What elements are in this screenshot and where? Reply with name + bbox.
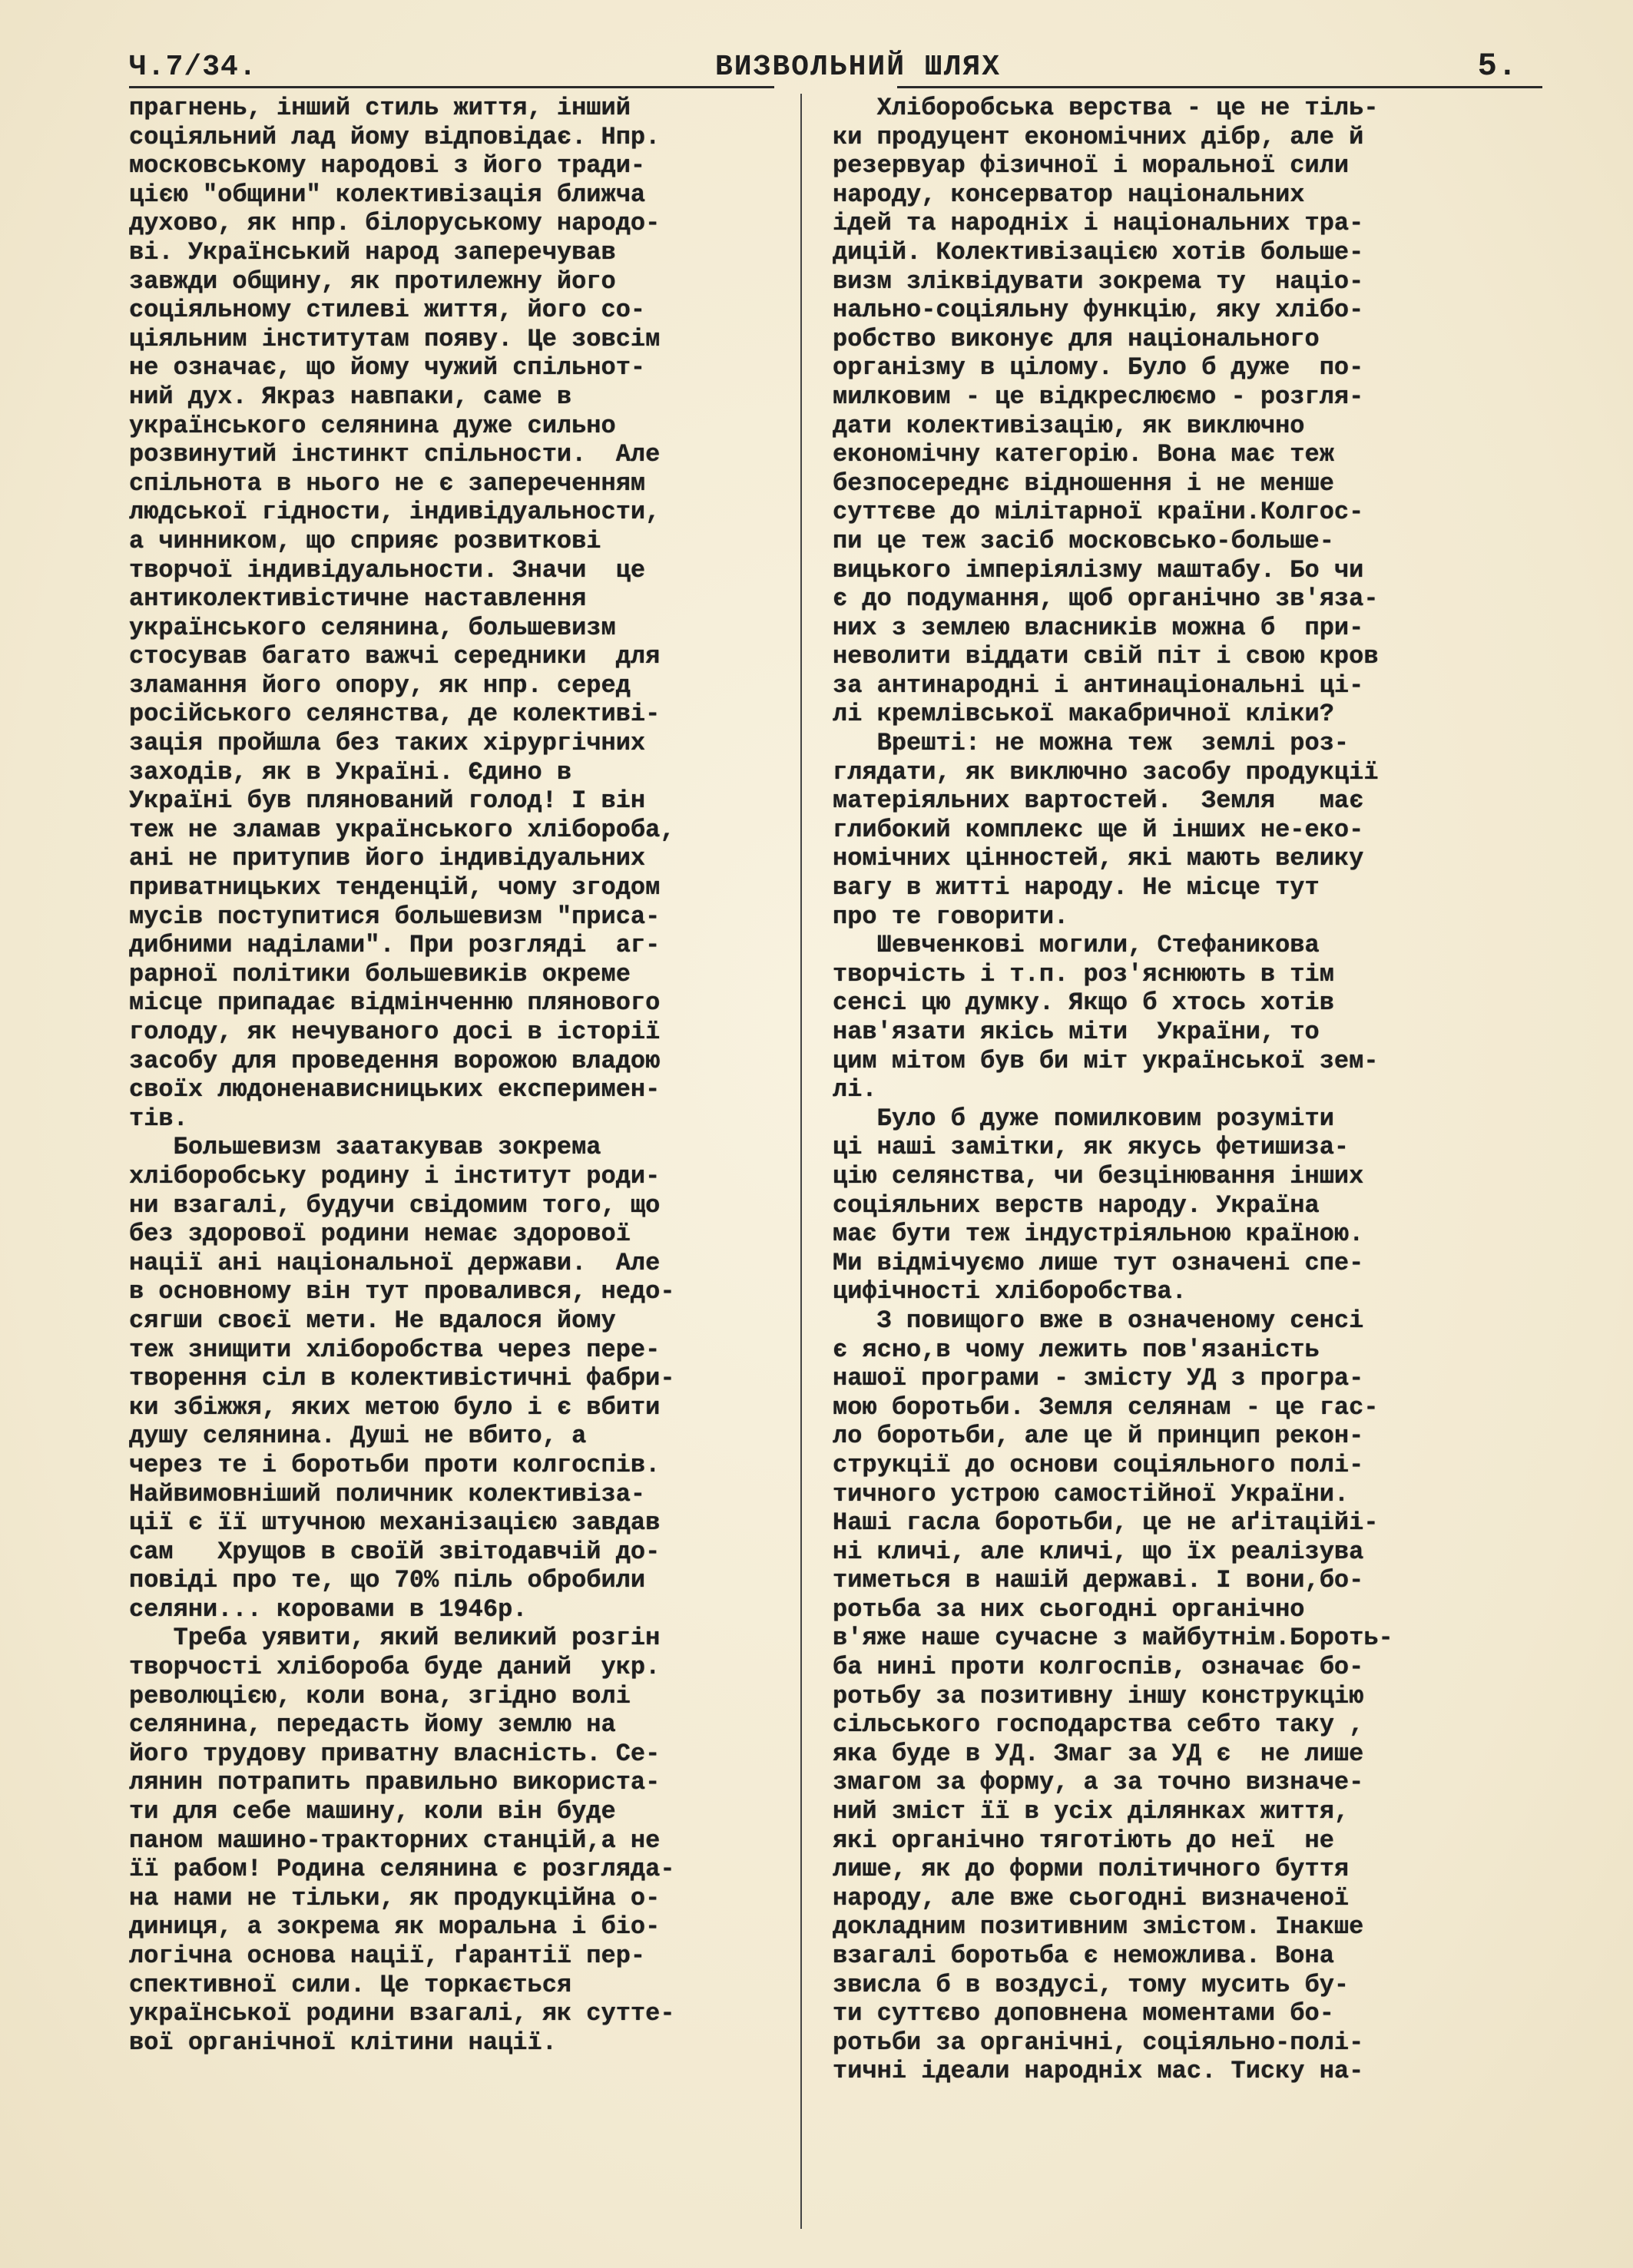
text-line: ло боротьби, але це й принцип рекон- (833, 1422, 1364, 1451)
text-line: без здорової родини немає здорової (129, 1220, 631, 1249)
text-line: звисла б в воздусі, тому мусить бу- (833, 1970, 1350, 1999)
text-line: спективної сили. Це торкається (129, 1970, 572, 1999)
text-line: ний дух. Якраз навпаки, саме в (129, 382, 572, 411)
text-line: лі. (833, 1075, 877, 1104)
text-line: Хліборобська верства - це не тіль- (833, 94, 1379, 122)
text-line: які органічно тяготіють до неї не (833, 1826, 1334, 1855)
text-line: його трудову приватну власність. Се- (129, 1739, 661, 1768)
column-divider (800, 94, 802, 2229)
text-line: цію селянства, чи безцінювання інших (833, 1161, 1364, 1190)
text-line: резервуар фізичної і моральної сили (833, 151, 1350, 180)
text-line: ці наші замітки, як якусь фетишиза- (833, 1133, 1350, 1162)
text-line: українського селянина дуже сильно (129, 411, 616, 440)
text-line: ротьба за них сьогодні органічно (833, 1594, 1305, 1624)
text-line: розвинутий інстинкт спільности. Але (129, 440, 661, 469)
text-line: про те говорити. (833, 902, 1069, 931)
text-line: душу селянина. Душі не вбито, а (129, 1422, 587, 1451)
text-line: творчості хлібороба буде даний укр. (129, 1653, 661, 1682)
text-line: ний зміст її в усіх ділянках життя, (833, 1797, 1350, 1826)
text-line: теж знищити хліборобства через пере- (129, 1335, 661, 1364)
text-line: тиметься в нашій державі. І вони,бо- (833, 1566, 1364, 1595)
text-line: через те і боротьби проти колгоспів. (129, 1450, 661, 1479)
text-line: пи це теж засіб московсько-больше- (833, 526, 1334, 555)
text-line: дибними наділами". При розгляді аг- (129, 931, 661, 960)
text-line: логічна основа нації, ґарантії пер- (129, 1942, 646, 1970)
text-line: українського селянина, большевизм (129, 613, 616, 642)
text-line: Ми відмічуємо лише тут означені спе- (833, 1248, 1364, 1277)
text-line: ротьби за органічні, соціяльно-полі- (833, 2028, 1364, 2057)
text-line: а чинником, що сприяє розвиткові (129, 526, 601, 555)
text-line: соціяльному стилеві життя, його со- (129, 296, 646, 325)
text-line: теж не зламав українського хлібороба, (129, 815, 675, 844)
text-line: прагнень, інший стиль життя, інший (129, 94, 631, 122)
left-column (129, 94, 782, 2229)
text-line: яка буде в УД. Змаг за УД є не лише (833, 1739, 1364, 1768)
text-line: ки збіжжя, яких метою було і є вбити (129, 1392, 661, 1422)
page-number: 5. (1477, 48, 1518, 84)
text-line: нації ані національної держави. Але (129, 1248, 661, 1277)
text-line: творчої індивідуальности. Значи це (129, 555, 646, 584)
text-line: засобу для проведення ворожою владою (129, 1046, 661, 1075)
text-line: творення сіл в колективістичні фабри- (129, 1364, 675, 1393)
text-line: Шевченкові могили, Стефаникова (833, 931, 1320, 960)
text-line: духово, як нпр. білоруському народо- (129, 209, 661, 238)
text-line: Треба уявити, який великий розгін (129, 1624, 661, 1653)
text-line: лянин потрапить правильно використа- (129, 1768, 661, 1797)
text-line: заходів, як в Україні. Єдино в (129, 757, 572, 786)
text-line: вицького імперіялізму маштабу. Бо чи (833, 555, 1364, 584)
issue-number: Ч.7/34. (129, 51, 257, 84)
text-line: суттєве до мілітарної країни.Колгос- (833, 498, 1364, 527)
text-line: ки продуцент економічних дібр, але й (833, 122, 1364, 151)
text-line: стосував багато важчі середники для (129, 642, 661, 671)
text-line: Було б дуже помилковим розуміти (833, 1104, 1334, 1133)
text-line: неволити віддати свій піт і свою кров (833, 642, 1379, 671)
text-line: вої органічної клітини нації. (129, 2028, 557, 2057)
text-line: ротьбу за позитивну іншу конструкцію (833, 1681, 1364, 1710)
text-line: ві. Український народ заперечував (129, 237, 616, 267)
text-line: ти суттєво доповнена моментами бо- (833, 1999, 1334, 2028)
text-columns (129, 94, 1587, 2229)
text-line: повіді про те, що 70% піль обробили (129, 1566, 646, 1595)
text-line: глибокий комплекс ще й інших не-еко- (833, 815, 1364, 844)
text-line: Наші гасла боротьби, це не аґітаційі- (833, 1508, 1379, 1538)
header-rule-right (897, 86, 1542, 88)
text-line: лі кремлівської макабричної кліки? (833, 700, 1334, 729)
text-line: в основному він тут провалився, недо- (129, 1277, 675, 1306)
text-line: організму в цілому. Було б дуже по- (833, 353, 1364, 382)
text-line: є ясно,в чому лежить пов'язаність (833, 1335, 1320, 1364)
text-line: змагом за форму, а за точно визначе- (833, 1768, 1364, 1797)
text-line: ідей та народніх і національних тра- (833, 209, 1364, 238)
text-line: диниця, а зокрема як моральна і біо- (129, 1912, 661, 1942)
text-line: зація пройшла без таких хірургічних (129, 729, 646, 758)
text-line: струкції до основи соціяльного полі- (833, 1450, 1364, 1479)
text-line: антиколективістичне наставлення (129, 584, 587, 614)
text-line: спільнота в нього не є запереченням (129, 468, 646, 498)
page-header (129, 45, 1587, 94)
text-line: сягши своєї мети. Не вдалося йому (129, 1306, 616, 1335)
text-line: дицій. Колективізацією хотів больше- (833, 237, 1364, 267)
text-line: безпосереднє відношення і не менше (833, 468, 1334, 498)
text-line: нашої програми - змісту УД з програ- (833, 1364, 1364, 1393)
text-line: московському народові з його тради- (129, 151, 646, 180)
text-line: соціяльних верств народу. Україна (833, 1190, 1320, 1220)
text-line: в'яже наше сучасне з майбутнім.Бороть- (833, 1624, 1393, 1653)
text-line: місце припадає відмінченню плянового (129, 988, 661, 1018)
text-line: революцією, коли вона, згідно волі (129, 1681, 631, 1710)
text-line: української родини взагалі, як сутте- (129, 1999, 675, 2028)
text-line: ба нині проти колгоспів, означає бо- (833, 1653, 1364, 1682)
text-line: тичні ідеали народніх мас. Тиску на- (833, 2057, 1364, 2086)
text-line: мусів поступитися большевизм "приса- (129, 902, 661, 931)
text-line: економічну категорію. Вона має теж (833, 440, 1334, 469)
text-line: є до подумання, щоб органічно зв'яза- (833, 584, 1379, 614)
text-line: мою боротьби. Земля селянам - це гас- (833, 1392, 1379, 1422)
text-line: хліборобську родину і інститут роди- (129, 1161, 661, 1190)
text-line: завжди общину, як протилежну його (129, 267, 616, 296)
text-line: зламання його опору, як нпр. серед (129, 670, 631, 700)
text-line: взагалі боротьба є неможлива. Вона (833, 1942, 1334, 1970)
text-line: милковим - це відкреслюємо - розгля- (833, 382, 1364, 411)
text-line: приватницьких тенденцій, чому згодом (129, 873, 661, 902)
text-line: цифічності хліборобства. (833, 1277, 1187, 1306)
text-line: ані не притупив його індивідуальних (129, 844, 646, 873)
text-line: визм зліквідувати зокрема ту націо- (833, 267, 1364, 296)
text-line: селяни... коровами в 1946р. (129, 1594, 528, 1624)
text-line: рарної політики большевиків окреме (129, 959, 631, 988)
text-line: ти для себе машину, коли він буде (129, 1797, 616, 1826)
text-line: тичного устрою самостійної України. (833, 1479, 1350, 1508)
text-line: соціяльний лад йому відповідає. Нпр. (129, 122, 661, 151)
journal-title: ВИЗВОЛЬНИЙ ШЛЯХ (714, 51, 1002, 84)
text-line: сенсі цю думку. Якщо б хтось хотів (833, 988, 1334, 1018)
text-line: Большевизм заатакував зокрема (129, 1133, 601, 1162)
text-line: матеріяльних вартостей. Земля має (833, 786, 1364, 816)
text-line: ні кличі, але кличі, що їх реалізува (833, 1537, 1364, 1566)
text-line: лише, як до форми політичного буття (833, 1855, 1350, 1884)
text-line: З повищого вже в означеному сенсі (833, 1306, 1364, 1335)
text-line: ціяльним інститутам появу. Це зовсім (129, 324, 661, 353)
text-line: людської гідности, індивідуальности, (129, 498, 661, 527)
text-line: народу, але вже сьогодні визначеної (833, 1883, 1350, 1912)
text-line: докладним позитивним змістом. Інакше (833, 1912, 1364, 1942)
text-line: народу, консерватор національних (833, 180, 1305, 209)
text-line: глядати, як виключно засобу продукції (833, 757, 1379, 786)
text-line: своїх людоненависницьких експеримен- (129, 1075, 661, 1104)
text-line: них з землею власників можна б при- (833, 613, 1364, 642)
text-line: творчість і т.п. роз'яснюють в тім (833, 959, 1334, 988)
right-column (833, 94, 1524, 2229)
header-rule-left (129, 86, 774, 88)
text-line: робство виконує для національного (833, 324, 1320, 353)
text-line: голоду, як нечуваного досі в історії (129, 1018, 661, 1046)
text-line: не означає, що йому чужий спільнот- (129, 353, 646, 382)
text-line: дати колективізацію, як виключно (833, 411, 1305, 440)
text-line: ції є її штучною механізацією завдав (129, 1508, 661, 1538)
text-line: вагу в житті народу. Не місце тут (833, 873, 1320, 902)
text-line: на нами не тільки, як продукційна о- (129, 1883, 661, 1912)
text-line: Україні був плянований голод! І він (129, 786, 646, 816)
text-line: Найвимовніший поличник колективіза- (129, 1479, 646, 1508)
text-line: сільського господарства себто таку , (833, 1710, 1364, 1740)
text-line: нав'язати якісь міти України, то (833, 1018, 1320, 1046)
text-line: номічних цінностей, які мають велику (833, 844, 1364, 873)
text-line: цим мітом був би міт української зем- (833, 1046, 1379, 1075)
text-line: цією "общини" колективізація ближча (129, 180, 646, 209)
text-line: паном машино-тракторних станцій,а не (129, 1826, 661, 1855)
text-line: сам Хрущов в своїй звітодавчій до- (129, 1537, 661, 1566)
text-line: її рабом! Родина селянина є розгляда- (129, 1855, 675, 1884)
text-line: російського селянства, де колективі- (129, 700, 661, 729)
text-line: Врешті: не можна теж землі роз- (833, 729, 1350, 758)
text-line: нально-соціяльну функцію, яку хлібо- (833, 296, 1364, 325)
text-line: має бути теж індустріяльною країною. (833, 1220, 1364, 1249)
text-line: селянина, передасть йому землю на (129, 1710, 616, 1740)
text-line: ни взагалі, будучи свідомим того, що (129, 1190, 661, 1220)
text-line: тів. (129, 1104, 188, 1133)
text-line: за антинародні і антинаціональні ці- (833, 670, 1364, 700)
